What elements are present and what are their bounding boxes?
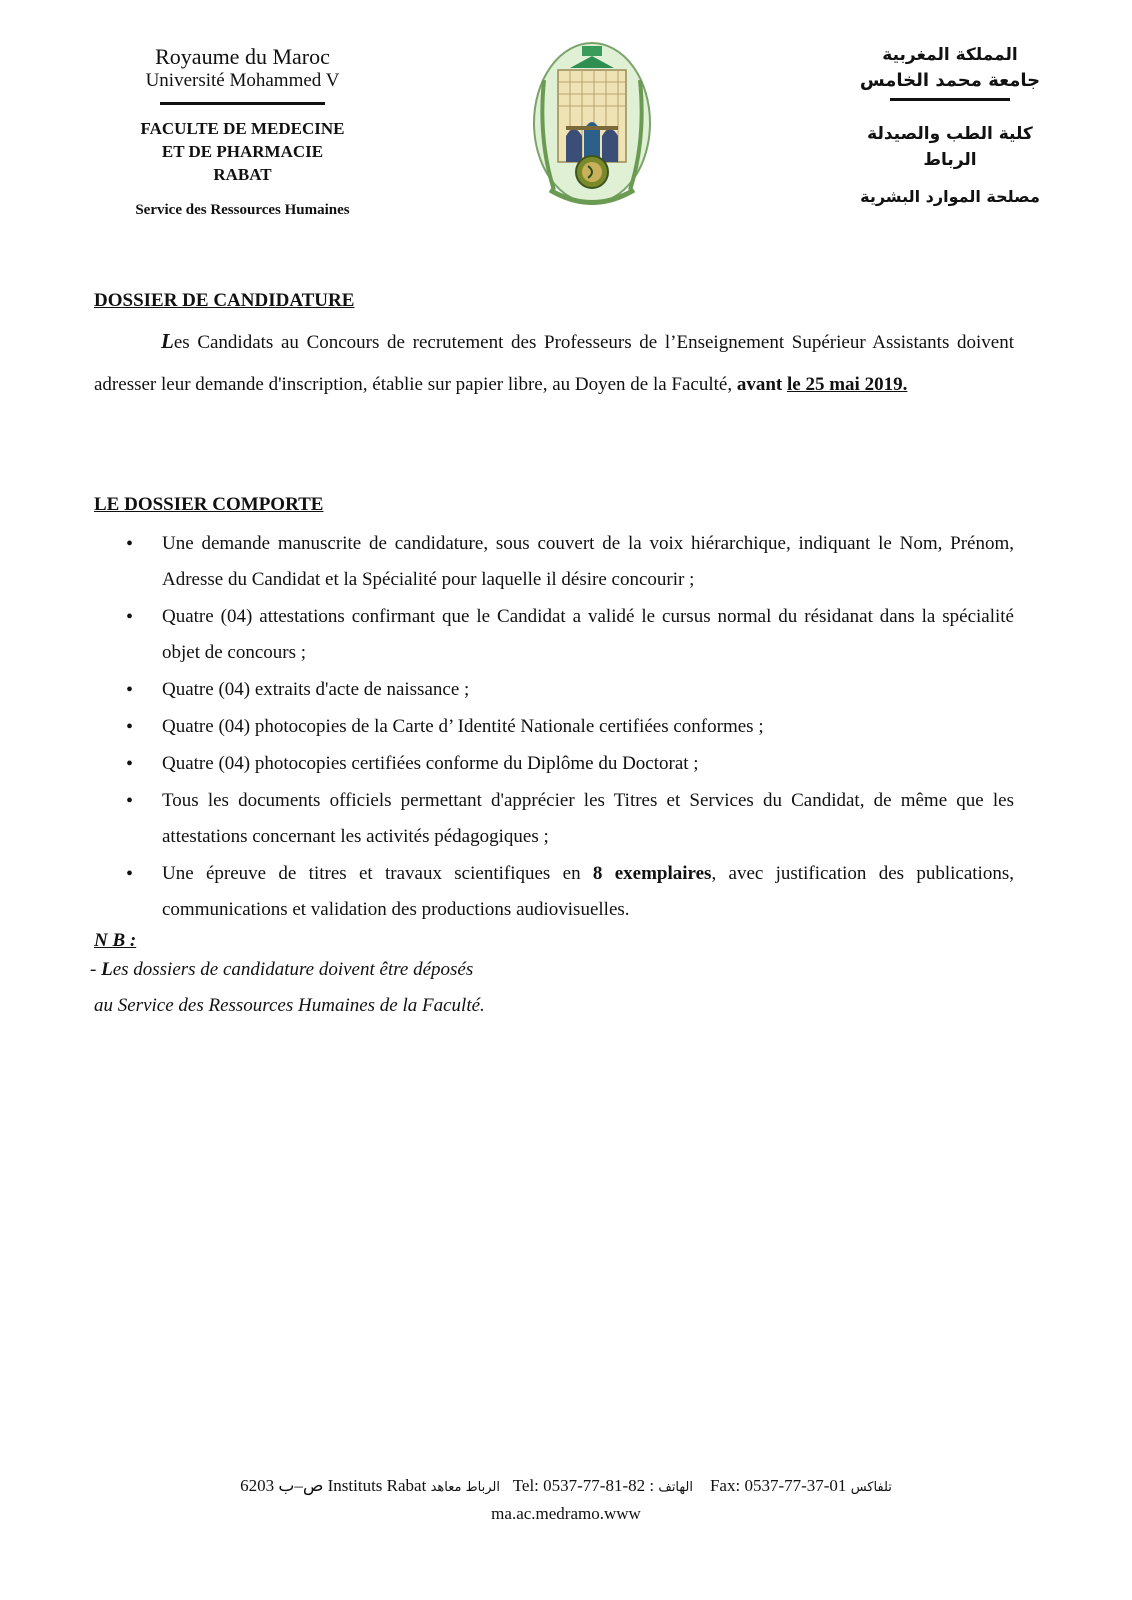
faculty-line-3: RABAT: [213, 165, 272, 184]
list-item-text: Quatre (04) photocopies de la Carte d’ Identité Nationale certifiées conformes ;: [162, 716, 764, 737]
header-right: [850, 42, 1050, 206]
header-rule-left: [160, 102, 325, 105]
list-item-text: Une épreuve de titres et travaux scientifiques en: [162, 863, 593, 884]
footer-contact: [0, 1476, 1132, 1496]
bullet-icon: •: [126, 606, 134, 628]
footer-city-ar: الرباط معاهد: [430, 1480, 500, 1495]
copies-count: 8 exemplaires: [592, 863, 712, 884]
section-candidature: [94, 290, 1014, 406]
section-dossier: [90, 494, 1014, 1024]
bullet-icon: •: [126, 863, 134, 885]
nb-dash: -: [90, 959, 102, 980]
list-item: [94, 526, 1014, 598]
bullet-icon: •: [126, 716, 134, 738]
list-item-text: Quatre (04) attestations confirmant que le Candidat a validé le cursus normal du résidanat dans la spécialité objet de concours ;: [162, 606, 1014, 663]
list-item: [94, 672, 1014, 708]
university-emblem-icon: [530, 40, 655, 205]
kingdom-ar: المملكة المغربية: [882, 45, 1018, 65]
list-item-text: Une demande manuscrite de candidature, sous couvert de la voix hiérarchique, indiquant le Nom, Prénom, Adresse du Candidat et la Spécialité pour laquelle il désire concourir ;: [162, 533, 1014, 590]
service-fr: Service des Ressources Humaines: [135, 202, 350, 218]
footer-tel-ar: الهاتف: [658, 1480, 693, 1495]
footer-po-box: 6203 ص–ب Instituts Rabat: [240, 1476, 427, 1495]
bullet-icon: •: [126, 790, 134, 812]
footer-tel: Tel: 0537-77-81-82 :: [512, 1476, 655, 1495]
university-fr: Université Mohammed V: [145, 70, 340, 91]
paragraph-text: es Candidats au Concours de recrutement des Professeurs de l’Enseignement Supérieur Assistants doivent adresser leur demande d'inscription, établie sur papier libre, au Doyen de la Faculté,: [94, 332, 1014, 395]
bullet-icon: •: [126, 533, 134, 555]
kingdom-fr: Royaume du Maroc: [155, 44, 330, 69]
list-item-text: Tous les documents officiels permettant d'apprécier les Titres et Services du Candidat, de même que les attestations concernant les activités pédagogiques ;: [162, 790, 1014, 847]
nb-line-2: au Service des Ressources Humaines de la Faculté.: [94, 995, 485, 1016]
footer-fax-ar: تلفاكس: [850, 1480, 892, 1495]
faculty-line-2: ET DE PHARMACIE: [161, 142, 324, 161]
faculty-ar: كلية الطب والصيدلة: [867, 124, 1033, 144]
section-title-candidature: DOSSIER DE CANDIDATURE: [94, 290, 355, 311]
list-item: [94, 856, 1014, 928]
city-ar: الرباط: [923, 150, 977, 170]
list-item: [94, 746, 1014, 782]
nb-text: es dossiers de candidature doivent être déposés: [112, 959, 474, 980]
nb-label: N B :: [94, 930, 137, 951]
deadline-date: le 25 mai 2019.: [787, 374, 908, 395]
list-item: [94, 783, 1014, 855]
list-item-text: , avec justification des publications, communications et validation des productions audiovisuelles.: [162, 863, 1014, 920]
candidature-paragraph: [94, 320, 1014, 406]
university-ar: جامعة محمد الخامس: [859, 70, 1041, 91]
nb-line-1: [90, 952, 1014, 988]
service-ar: مصلحة الموارد البشرية: [860, 187, 1040, 206]
footer-fax: Fax: 0537-77-37-01: [709, 1476, 847, 1495]
footer-website[interactable]: ma.ac.medramo.www: [491, 1504, 641, 1523]
header-rule-right: [890, 98, 1010, 101]
bullet-icon: •: [126, 753, 134, 775]
nb-cap: L: [101, 959, 113, 980]
list-item: [94, 709, 1014, 745]
bullet-icon: •: [126, 679, 134, 701]
dossier-list: [94, 526, 1014, 928]
drop-cap: L: [161, 329, 174, 353]
section-title-dossier: LE DOSSIER COMPORTE: [94, 494, 324, 515]
faculty-line-1: FACULTE DE MEDECINE: [140, 119, 345, 138]
list-item: [94, 599, 1014, 671]
list-item-text: Quatre (04) photocopies certifiées conforme du Diplôme du Doctorat ;: [162, 753, 699, 774]
header-left: [105, 44, 380, 219]
list-item-text: Quatre (04) extraits d'acte de naissance ;: [162, 679, 470, 700]
deadline-prefix: avant: [736, 374, 788, 395]
